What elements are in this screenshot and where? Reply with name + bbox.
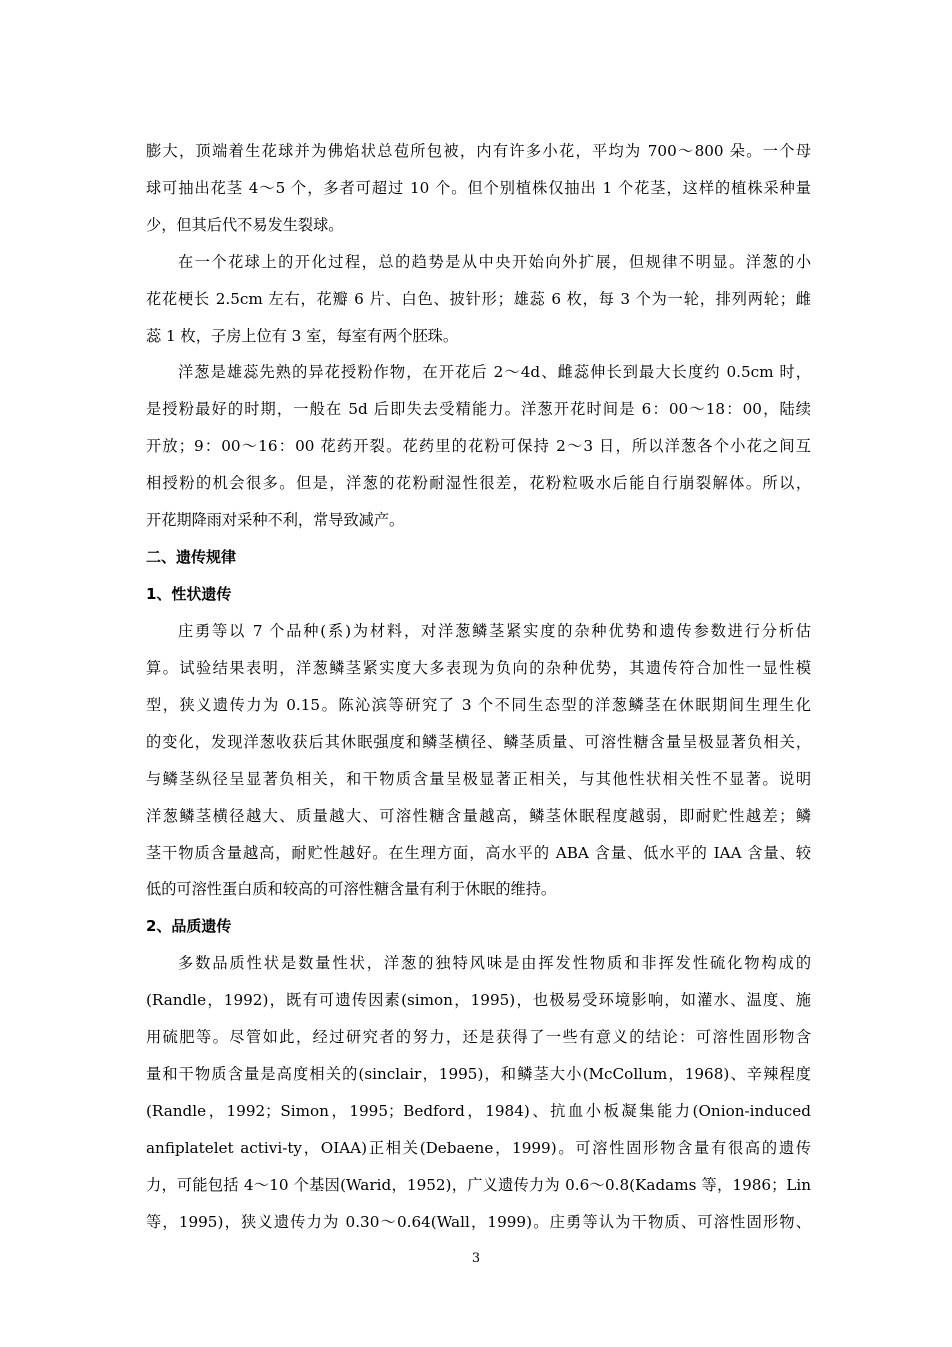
paragraph-line: (Randle，1992；Simon，1995；Bedford，1984)、抗血小板凝集能力(Onion-induced [146, 1102, 811, 1120]
paragraph-line: 在一个花球上的开化过程，总的趋势是从中央开始向外扩展，但规律不明显。洋葱的小 [178, 253, 811, 271]
paragraph-line: 等，1995)，狭义遗传力为 0.30～0.64(Wall，1999)。庄勇等认为干物质、可溶性固形物、 [146, 1213, 811, 1231]
paragraph-line: 球可抽出花茎 4～5 个，多者可超过 10 个。但个别植株仅抽出 1 个花茎，这样的植株采种量 [146, 179, 811, 197]
paragraph-line: 的变化，发现洋葱收获后其休眠强度和鳞茎横径、鳞茎质量、可溶性糖含量呈极显著负相关， [146, 733, 811, 751]
paragraph-line: anfiplatelet activi-ty，OIAA)正相关(Debaene，1999)。可溶性固形物含量有很高的遗传 [146, 1139, 811, 1157]
subsection-heading: 1、性状遗传 [146, 585, 232, 603]
paragraph-line: 型，狭义遗传力为 0.15。陈沁滨等研究了 3 个不同生态型的洋葱鳞茎在休眠期间生理生化 [146, 696, 811, 714]
paragraph-line: 茎干物质含量越高，耐贮性越好。在生理方面，高水平的 ABA 含量、低水平的 IAA 含量、较 [146, 844, 811, 862]
paragraph-line: (Randle，1992)，既有可遗传因素(simon，1995)，也极易受环境影响，如灌水、温度、施 [146, 991, 811, 1009]
subsection-heading: 2、品质遗传 [146, 917, 232, 935]
paragraph-line: 花花梗长 2.5cm 左右，花瓣 6 片、白色、披针形；雄蕊 6 枚，每 3 个为一轮，排列两轮；雌 [146, 290, 811, 308]
paragraph-line: 是授粉最好的时期，一般在 5d 后即失去受精能力。洋葱开花时间是 6：00～18：00，陆续 [146, 400, 811, 418]
paragraph-line: 力，可能包括 4～10 个基因(Warid，1952)，广义遗传力为 0.6～0.8(Kadams 等，1986；Lin [146, 1176, 811, 1194]
paragraph-line: 洋葱是雄蕊先熟的异花授粉作物，在开花后 2～4d、雌蕊伸长到最大长度约 0.5cm 时， [178, 363, 811, 381]
paragraph-line: 蕊 1 枚，子房上位有 3 室，每室有两个胚珠。 [146, 327, 459, 345]
paragraph-line: 量和干物质含量是高度相关的(sinclair，1995)，和鳞茎大小(McCollum，1968)、辛辣程度 [146, 1065, 811, 1083]
paragraph-line: 庄勇等以 7 个品种(系)为材料，对洋葱鳞茎紧实度的杂种优势和遗传参数进行分析估 [178, 622, 811, 640]
paragraph-line: 相授粉的机会很多。但是，洋葱的花粉耐湿性很差，花粉粒吸水后能自行崩裂解体。所以， [146, 474, 811, 492]
paragraph-line: 低的可溶性蛋白质和较高的可溶性糖含量有利于休眠的维持。 [146, 880, 557, 898]
paragraph-line: 用硫肥等。尽管如此，经过研究者的努力，还是获得了一些有意义的结论：可溶性固形物含 [146, 1028, 811, 1046]
paragraph-line: 开放；9：00～16：00 花药开裂。花药里的花粉可保持 2～3 日，所以洋葱各个小花之间互 [146, 437, 811, 455]
page-number: 3 [471, 1251, 481, 1266]
paragraph-line: 与鳞茎纵径呈显著负相关，和干物质含量呈极显著正相关，与其他性状相关性不显著。说明 [146, 770, 811, 788]
paragraph-line: 多数品质性状是数量性状，洋葱的独特风味是由挥发性物质和非挥发性硫化物构成的 [178, 954, 811, 972]
paragraph-line: 开花期降雨对采种不利，常导致减产。 [146, 511, 405, 529]
paragraph-line: 膨大，顶端着生花球并为佛焰状总苞所包被，内有许多小花，平均为 700～800 朵。一个母 [146, 142, 811, 160]
paragraph-line: 少，但其后代不易发生裂球。 [146, 216, 344, 234]
paragraph-line: 洋葱鳞茎横径越大、质量越大、可溶性糖含量越高，鳞茎休眠程度越弱，即耐贮性越差；鳞 [146, 807, 811, 825]
section-heading: 二、遗传规律 [146, 548, 237, 566]
paragraph-line: 算。试验结果表明，洋葱鳞茎紧实度大多表现为负向的杂种优势，其遗传符合加性一显性模 [146, 659, 811, 677]
